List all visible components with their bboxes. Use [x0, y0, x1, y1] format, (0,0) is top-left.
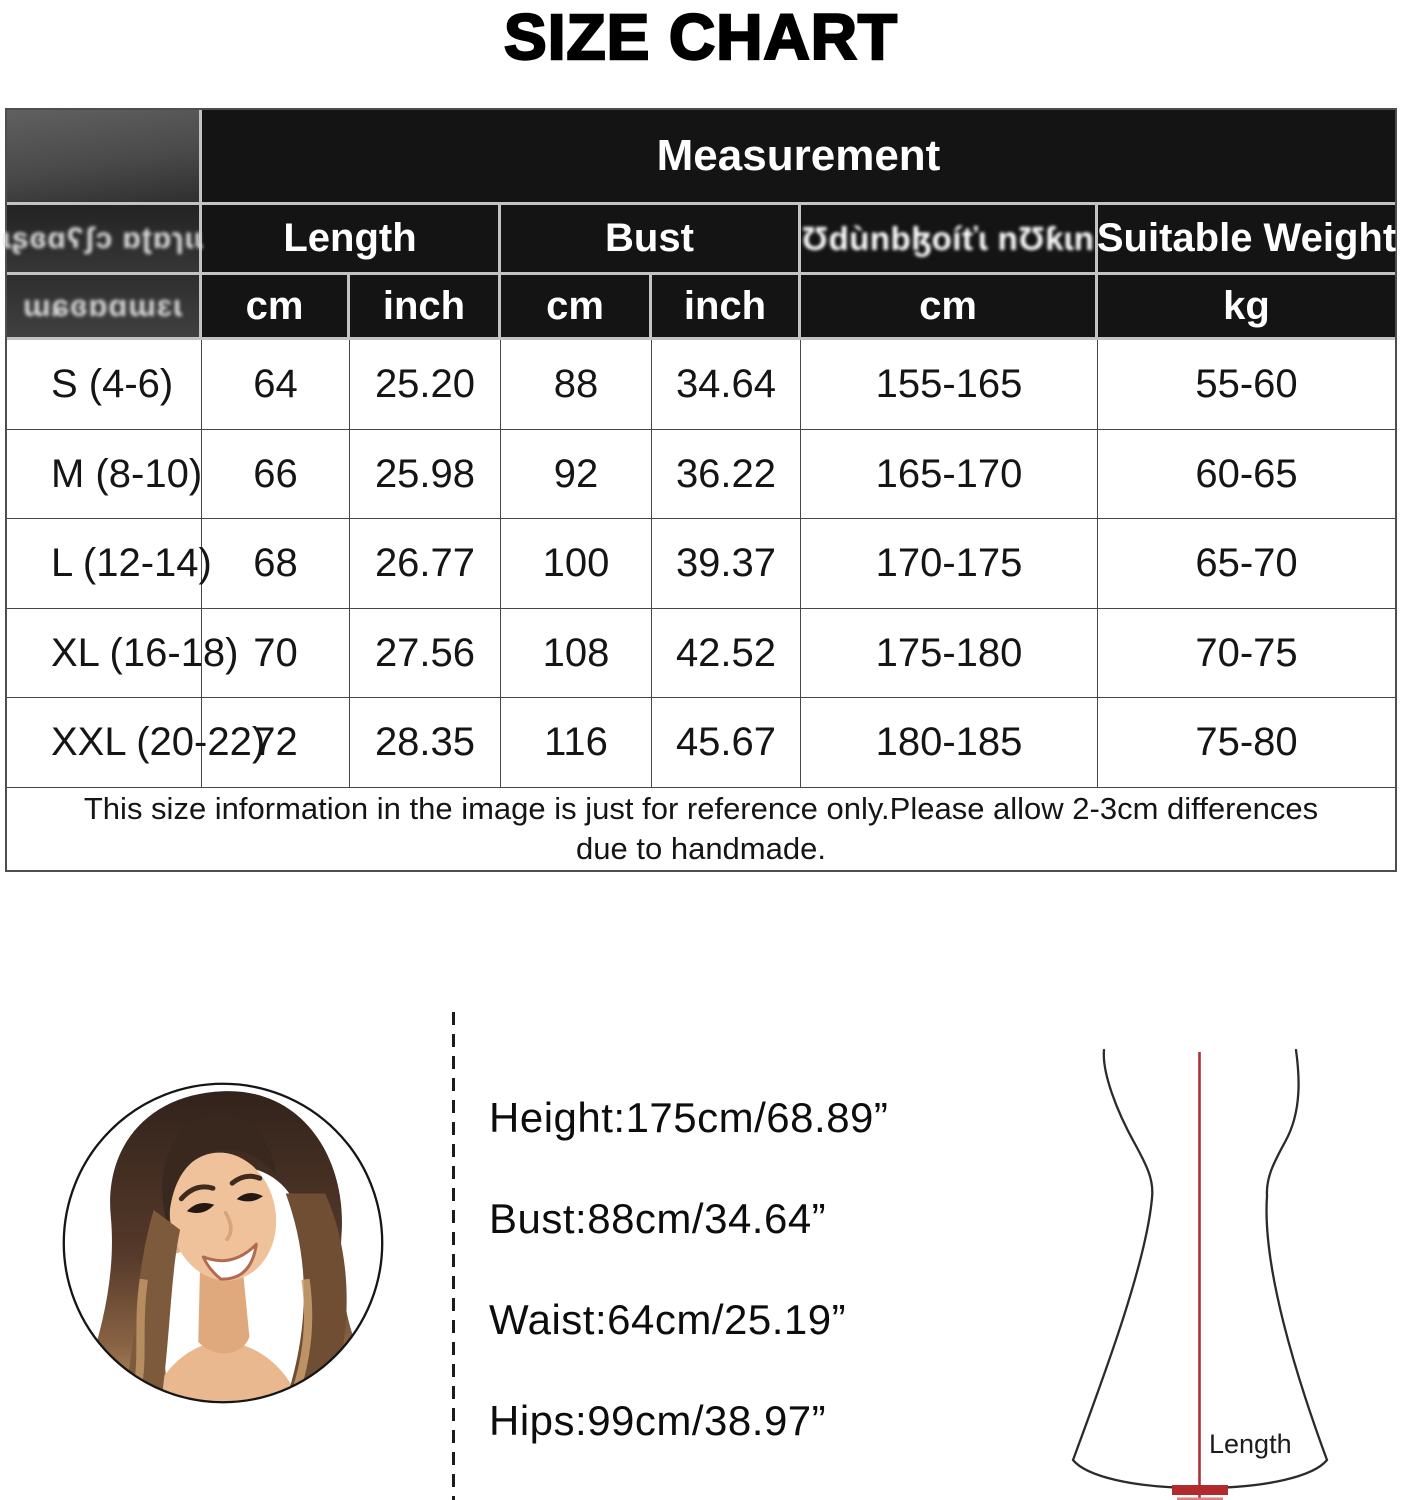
size-label: XL (16-18) [7, 609, 202, 698]
size-label: S (4-6) [7, 340, 202, 430]
size-table [2, 108, 1397, 872]
value-length-inch: 25.98 [350, 430, 501, 519]
col-header-bust: Bust [501, 205, 801, 275]
length-line-end-bar [1172, 1485, 1228, 1495]
value-weight-kg: 70-75 [1098, 609, 1395, 698]
blurred-text: ɩʂɞɑʕʃɔ ɒʈɒɿɩɩ [2, 221, 204, 255]
value-height-cm: 180-185 [801, 698, 1098, 788]
value-bust-inch: 39.37 [652, 519, 801, 609]
value-bust-cm: 100 [501, 519, 652, 609]
value-length-cm: 72 [202, 698, 350, 788]
value-length-cm: 64 [202, 340, 350, 430]
value-length-cm: 70 [202, 609, 350, 698]
measurement-header: Measurement [202, 110, 1395, 205]
dashed-divider-line [452, 1012, 455, 1500]
blurred-text: Ʊdùnbɮoíťɩ nƱƙɩn [801, 219, 1095, 257]
value-length-inch: 28.35 [350, 698, 501, 788]
value-bust-inch: 45.67 [652, 698, 801, 788]
value-weight-kg: 75-80 [1098, 698, 1395, 788]
value-bust-cm: 88 [501, 340, 652, 430]
table-corner-cell [7, 110, 202, 205]
dress-length-diagram [1040, 1020, 1360, 1500]
value-length-inch: 26.77 [350, 519, 501, 609]
value-length-inch: 27.56 [350, 609, 501, 698]
unit-weight-kg: kg [1098, 275, 1395, 340]
measurement-waist: Waist:64cm/25.19” [489, 1296, 847, 1343]
measurement-hips: Hips:99cm/38.97” [489, 1397, 827, 1444]
unit-length-cm: cm [202, 275, 350, 340]
model-measurement-list [489, 1094, 888, 1445]
value-height-cm: 175-180 [801, 609, 1098, 698]
value-height-cm: 170-175 [801, 519, 1098, 609]
value-weight-kg: 55-60 [1098, 340, 1395, 430]
size-label: XXL (20-22) [7, 698, 202, 788]
col-header-length: Length [202, 205, 501, 275]
length-label: Length [1209, 1429, 1292, 1459]
unit-length-inch: inch [350, 275, 501, 340]
unit-bust-cm: cm [501, 275, 652, 340]
neck [198, 1269, 249, 1353]
value-length-cm: 66 [202, 430, 350, 519]
corner-blurred-label-2 [7, 275, 202, 340]
value-bust-inch: 36.22 [652, 430, 801, 519]
measurement-bust: Bust:88cm/34.64” [489, 1195, 827, 1242]
value-length-cm: 68 [202, 519, 350, 609]
unit-bust-inch: inch [652, 275, 801, 340]
value-length-inch: 25.20 [350, 340, 501, 430]
value-height-cm: 165-170 [801, 430, 1098, 519]
reference-note: This size information in the image is just for reference only.Please allow 2-3cm differences due to handmade. [83, 791, 1319, 866]
model-photo [58, 1078, 388, 1408]
value-bust-cm: 108 [501, 609, 652, 698]
page-title: SIZE CHART [504, 1, 898, 73]
col-header-suitable-height-blurred [801, 205, 1098, 275]
blurred-text: ɯɕɞɒɑɯɛɩ [23, 288, 183, 323]
hair-highlight [137, 1279, 144, 1388]
value-bust-inch: 42.52 [652, 609, 801, 698]
value-weight-kg: 65-70 [1098, 519, 1395, 609]
size-label: L (12-14) [7, 519, 202, 609]
value-bust-cm: 116 [501, 698, 652, 788]
value-bust-cm: 92 [501, 430, 652, 519]
value-weight-kg: 60-65 [1098, 430, 1395, 519]
col-header-suitable-weight: Suitable Weight [1098, 205, 1395, 275]
size-label: M (8-10) [7, 430, 202, 519]
value-height-cm: 155-165 [801, 340, 1098, 430]
corner-blurred-label-1 [2, 205, 204, 275]
measurement-height: Height:175cm/68.89” [489, 1094, 889, 1141]
value-bust-inch: 34.64 [652, 340, 801, 430]
unit-height-cm: cm [801, 275, 1098, 340]
